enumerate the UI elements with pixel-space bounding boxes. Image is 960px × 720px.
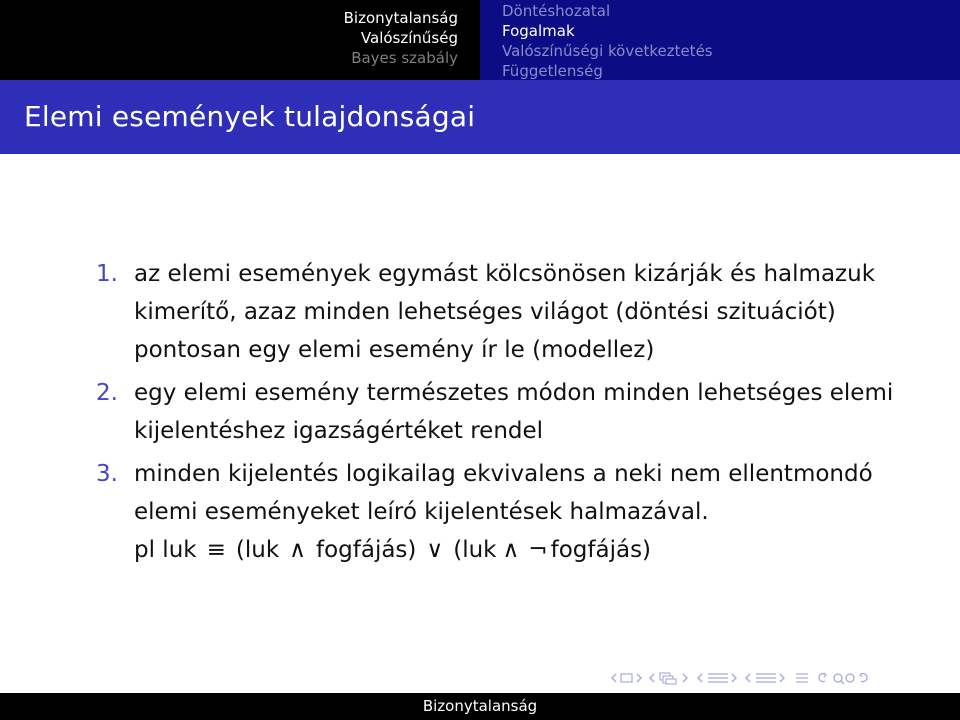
formula-term: (luk xyxy=(235,537,280,563)
item-body xyxy=(134,455,916,569)
list-item xyxy=(96,374,916,450)
item-number: 2. xyxy=(96,380,118,406)
subsection-navigation xyxy=(480,0,960,80)
section-navigation xyxy=(0,0,480,80)
nav-subsection-donteshozatal[interactable]: Döntéshozatal xyxy=(502,2,611,20)
formula-term: fogfájás) xyxy=(550,537,652,563)
footer-title: Bizonytalanság xyxy=(422,697,538,715)
nav-section-valoszinuseg[interactable]: Valószínűség xyxy=(360,29,458,47)
list-item xyxy=(96,255,916,369)
enumerated-list xyxy=(96,255,916,574)
logic-formula xyxy=(134,531,916,569)
formula-term: (luk xyxy=(453,537,497,563)
section-nav-icon[interactable] xyxy=(696,671,740,685)
nav-section-bayes[interactable]: Bayes szabály xyxy=(351,49,458,67)
nav-subsection-kovetkeztetes[interactable]: Valószínűségi következtetés xyxy=(502,42,713,60)
nav-section-bizonytalansag[interactable]: Bizonytalanság xyxy=(343,9,458,27)
subsubsection-nav-icon[interactable] xyxy=(744,671,788,685)
item-number: 3. xyxy=(96,461,118,487)
headline-navigation xyxy=(0,0,960,80)
equiv-symbol: ≡ xyxy=(206,537,226,563)
subsection-nav-icon[interactable] xyxy=(648,671,692,685)
navigation-symbols xyxy=(610,670,870,686)
and-symbol: ∧ xyxy=(502,537,520,563)
footline xyxy=(0,693,960,720)
or-symbol: ∨ xyxy=(426,537,444,563)
formula-term: fogfájás) xyxy=(315,537,417,563)
nav-subsection-fogalmak[interactable]: Fogalmak xyxy=(502,22,575,40)
not-symbol: ¬ xyxy=(528,537,548,563)
frame-title: Elemi események tulajdonságai xyxy=(0,80,960,154)
item-text: minden kijelentés logikailag ekvivalens a neki nem ellentmondó elemi eseményeket leíró kijelentések halmazával. xyxy=(134,461,873,525)
frame-nav-icon[interactable] xyxy=(610,671,644,685)
align-icon[interactable] xyxy=(792,671,812,685)
nav-subsection-fuggetlenseg[interactable]: Függetlenség xyxy=(502,62,603,80)
item-text: egy elemi esemény természetes módon minden lehetséges elemi kijelentéshez igazságértéket rendel xyxy=(134,380,894,444)
list-item xyxy=(96,455,916,569)
formula-prefix: pl luk xyxy=(134,537,197,563)
search-icon[interactable] xyxy=(816,671,870,685)
item-number: 1. xyxy=(96,261,118,287)
item-text: az elemi események egymást kölcsönösen kizárják és halmazuk kimerítő, azaz minden lehetséges világot (döntési szituációt) pontosan egy elemi esemény ír le (modellez) xyxy=(134,261,876,363)
and-symbol: ∧ xyxy=(289,537,306,563)
